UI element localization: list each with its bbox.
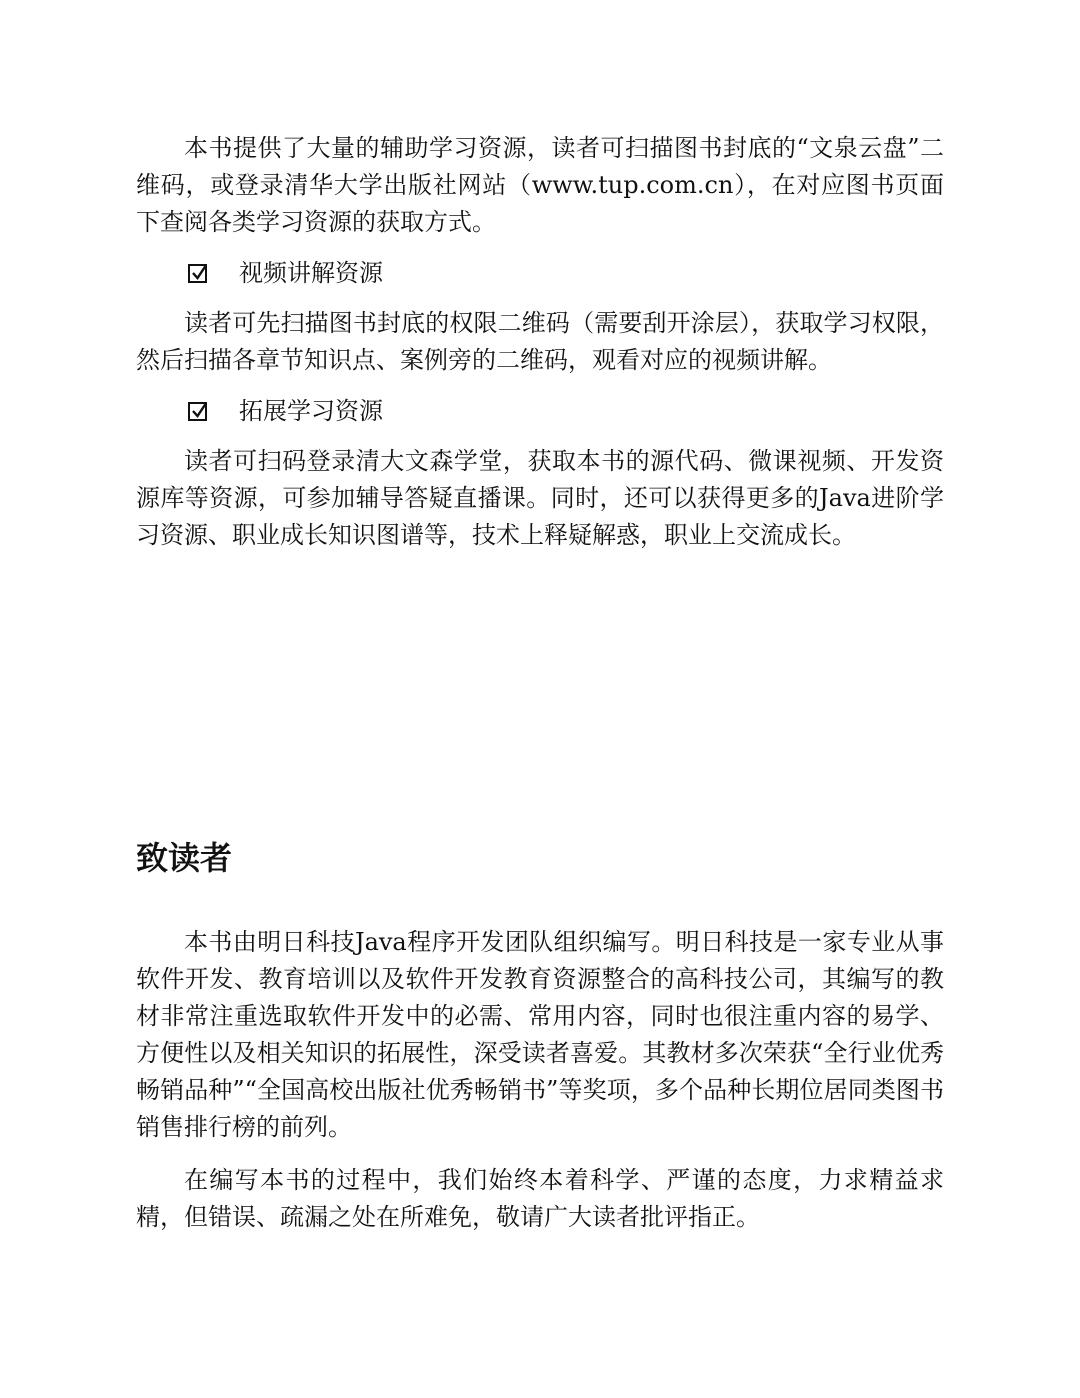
checklist-item-label: 视频讲解资源 <box>239 259 383 287</box>
checked-box-icon <box>188 402 207 421</box>
video-resources-paragraph: 读者可先扫描图书封底的权限二维码（需要刮开涂层），获取学习权限，然后扫描各章节知识点、案例旁的二维码，观看对应的视频讲解。 <box>136 309 944 374</box>
checklist-item-video <box>188 258 383 288</box>
resources-intro-paragraph: 本书提供了大量的辅助学习资源，读者可扫描图书封底的“文泉云盘”二维码，或登录清华大学出版社网站（www.tup.com.cn），在对应图书页面下查阅各类学习资源的获取方式。 <box>136 134 944 236</box>
checked-box-icon <box>188 264 207 283</box>
checklist-item-label: 拓展学习资源 <box>239 397 383 425</box>
checklist-item-extended <box>188 396 383 426</box>
to-readers-paragraph-2: 在编写本书的过程中，我们始终本着科学、严谨的态度，力求精益求精，但错误、疏漏之处在所难免，敬请广大读者批评指正。 <box>136 1166 944 1231</box>
to-readers-paragraph-1: 本书由明日科技Java程序开发团队组织编写。明日科技是一家专业从事软件开发、教育培训以及软件开发教育资源整合的高科技公司，其编写的教材非常注重选取软件开发中的必需、常用内容，同时也很注重内容的易学、方便性以及相关知识的拓展性，深受读者喜爱。其教材多次荣获“全行业优秀畅销品种”“全国高校出版社优秀畅销书”等奖项，多个品种长期位居同类图书销售排行榜的前列。 <box>136 928 944 1141</box>
extended-resources-paragraph: 读者可扫码登录清大文森学堂，获取本书的源代码、微课视频、开发资源库等资源，可参加辅导答疑直播课。同时，还可以获得更多的Java进阶学习资源、职业成长知识图谱等，技术上释疑解惑，职业上交流成长。 <box>136 447 944 549</box>
section-title: 致读者 <box>136 839 233 877</box>
